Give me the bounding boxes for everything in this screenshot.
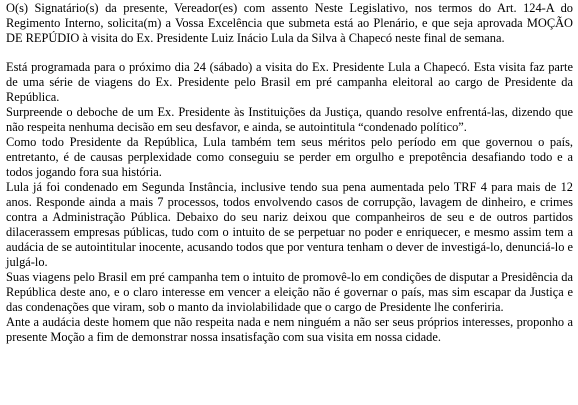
mockery-paragraph: Surpreende o deboche de um Ex. Presidente às Instituições da Justiça, quando resolve enfrentá-las, dizendo que não respeita nenhuma decisão em seu desfavor, e ainda, se autointitula “condenado político”. <box>6 105 573 134</box>
visit-paragraph: Está programada para o próximo dia 24 (sábado) a visita do Ex. Presidente Lula a Chapecó. Esta visita faz parte de uma série de viagens do Ex. Presidente pelo Brasil em pré campanha eleitoral ao cargo de Presidente da República. <box>6 60 573 104</box>
campaign-paragraph: Suas viagens pelo Brasil em pré campanha tem o intuito de promovê-lo em condições de disputar a Presidência da República deste ano, e o claro interesse em vencer a eleição não é governar o país, mas sim escapar da Justiça e das condenações que viram, sob o manto da inviolabilidade que o cargo de Presidente lhe conferiria. <box>6 270 573 314</box>
paragraph-gap <box>6 46 573 60</box>
conclusion-paragraph: Ante a audácia deste homem que não respeita nada e nem ninguém a não ser seus próprios interesses, proponho a presente Moção a fim de demonstrar nossa insatisfação com sua visita em nossa cidade. <box>6 315 573 344</box>
conviction-paragraph: Lula já foi condenado em Segunda Instância, inclusive tendo sua pena aumentada pelo TRF 4 para mais de 12 anos. Responde ainda a mais 7 processos, todos envolvendo casos de corrupção, lavagem de dinheiro, e crimes contra a Administração Pública. Debaixo do seu nariz deixou que companheiros de seu e de outros partidos dilacerassem empresas públicas, tudo com o intuito de se perpetuar no poder e enriquecer, e mesmo assim tem a audácia de se autointitular inocente, acusando todos que por ventura tenham o dever de investigá-lo, denunciá-lo e julgá-lo. <box>6 180 574 269</box>
request-paragraph: O(s) Signatário(s) da presente, Vereador(es) com assento Neste Legislativo, nos termos do Art. 124-A do Regimento Interno, solicita(m) a Vossa Excelência que submeta está ao Plenário, e que seja aprovada MOÇÃO DE REPÚDIO à visita do Ex. Presidente Luiz Inácio Lula da Silva à Chapecó neste final de semana. <box>6 1 573 45</box>
merits-paragraph: Como todo Presidente da República, Lula também tem seus méritos pelo período em que governou o país, entretanto, é de causas perplexidade como conseguiu se perder em orgulho e prepotência desafiando todo e a todos jogando fora sua história. <box>6 135 573 179</box>
